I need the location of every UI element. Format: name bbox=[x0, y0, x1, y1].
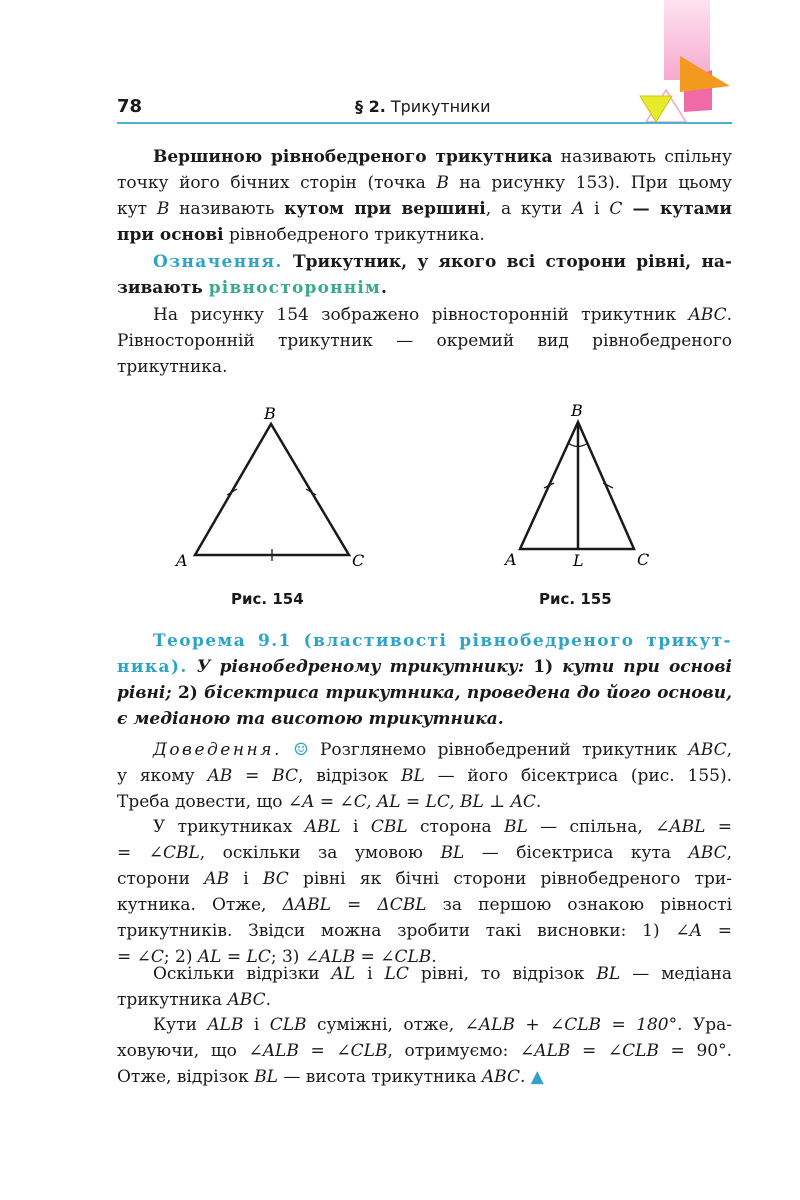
triangle-abc bbox=[195, 424, 349, 555]
proof-label: Доведення. bbox=[153, 740, 282, 760]
vertex-label-a: A bbox=[505, 550, 517, 569]
vertex-label-a: A bbox=[176, 551, 188, 570]
section-heading bbox=[355, 97, 491, 116]
vertex-label-c: C bbox=[352, 551, 365, 570]
vertex-label-b: B bbox=[571, 401, 583, 420]
paragraph-equilateral: На рисунку 154 зображено рівносторонній трикутник ABC. Рівносторонній трикутник — окремий вид рівнобедреного трикутника. bbox=[117, 305, 732, 377]
section-title: Трикутники bbox=[390, 97, 491, 116]
definition-block: Означення. Трикутник, у якого всі сторони рівні, на- зивають рівностороннім. bbox=[117, 252, 732, 298]
section-symbol: § 2. bbox=[355, 97, 386, 116]
vertex-label-b: B bbox=[264, 404, 276, 423]
end-of-proof-icon: ▲ bbox=[530, 1067, 544, 1087]
paragraph-altitude: Кути ALB і CLB суміжні, отже, ∠ALB + ∠CLB = 180°. Ура- ховуючи, що ∠ALB = ∠CLB, отримуємо: ∠ALB = ∠CLB = 90°. Отже, відрізок BL — висота трикутника ABC. ▲ bbox=[117, 1015, 733, 1087]
figure-155-isosceles-triangle bbox=[500, 395, 660, 580]
theorem-title: Теорема 9.1 (властивості рівнобедреного трикут- bbox=[153, 631, 732, 651]
paragraph-median: Оскільки відрізки AL і LC рівні, то відрізок BL — медіана трикутника ABC. bbox=[117, 964, 732, 1010]
theorem-block: Теорема 9.1 (властивості рівнобедреного трикут- ника). У рівнобедреному трикутнику: 1) кути при основі рівні; 2) бісектриса трикутника, проведена до його основи, є медіаною та висотою трикутника. bbox=[117, 631, 732, 729]
vertex-label-c: C bbox=[637, 550, 650, 569]
point-label-l: L bbox=[573, 551, 584, 570]
term-equilateral: рівностороннім bbox=[208, 278, 382, 298]
header-rule bbox=[117, 122, 732, 124]
figure-154-equilateral-triangle bbox=[170, 400, 380, 580]
definition-label: Означення. bbox=[153, 252, 283, 272]
figure-154-caption: Рис. 154 bbox=[231, 590, 304, 608]
figure-155-caption: Рис. 155 bbox=[539, 590, 612, 608]
page-number: 78 bbox=[117, 96, 143, 117]
proof-start-icon: ☺ bbox=[293, 740, 309, 760]
paragraph-vertex-definition: Вершиною рівнобедреного трикутника називають спільну точку його бічних сторін (точка B на рисунку 153). При цьому кут B називають кутом при вершині, а кути A і C — кутами при основі рівнобедреного трикутника. bbox=[117, 147, 733, 245]
paragraph-congruence: У трикутниках ABL і CBL сторона BL — спільна, ∠ABL = = ∠CBL, оскільки за умовою BL — бісектриса кута ABC, сторони AB і BC рівні як бічні сторони рівнобедреного три- кутника. Отже, ΔABL = ΔCBL за першою ознакою рівності трикутників. Звідси можна зробити такі висновки: 1) ∠A = = ∠C; 2) AL = LC; 3) ∠ALB = ∠CLB. bbox=[117, 817, 733, 967]
page-header bbox=[117, 96, 732, 124]
proof-intro: Доведення. ☺ Розглянемо рівнобедрений трикутник ABC, у якому AB = BC, відрізок BL — його бісектриса (рис. 155). Треба довести, що ∠A = ∠C, AL = LC, BL ⊥ AC. bbox=[117, 740, 733, 812]
